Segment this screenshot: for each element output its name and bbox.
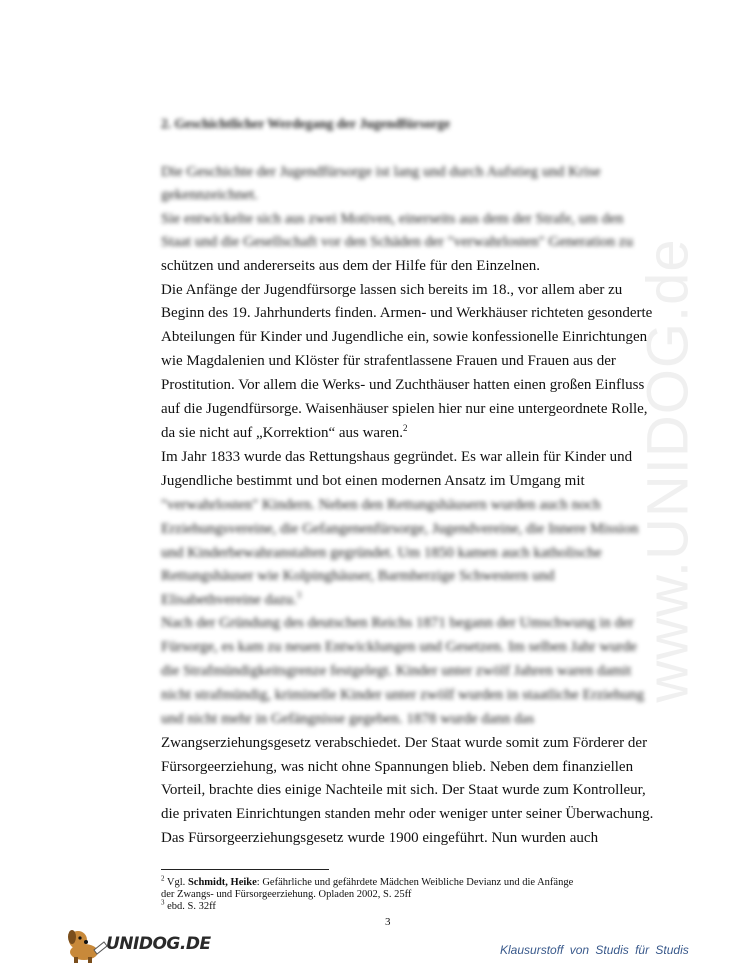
section-heading: 2. Geschichtlicher Werdegang der Jugendfürsorge xyxy=(161,116,451,131)
blurred-line: Sie entwickelte sich aus zwei Motiven, einerseits aus dem der Strafe, um den xyxy=(161,211,624,227)
blurred-line: Erziehungsvereine, die Gefangenenfürsorge, Jugendvereine, die Innere Mission xyxy=(161,521,639,537)
logo-text: UNIDOG.DE xyxy=(106,934,211,954)
blurred-line: und nicht mehr in Gefängnisse gegeben. 1878 wurde dann das xyxy=(161,711,535,727)
blurred-line xyxy=(161,591,301,609)
korrektion-text: da sie nicht auf „Korrektion“ aus waren. xyxy=(161,425,403,441)
blurred-line: Staat und die Gesellschaft vor den Schäden der "verwahrlosten" Generation zu xyxy=(161,234,634,250)
footnote-author: Schmidt, Heike xyxy=(187,877,257,888)
text-line: Zwangserziehungsgesetz verabschiedet. Der Staat wurde somit zum Förderer der xyxy=(161,735,648,751)
unidog-logo[interactable] xyxy=(66,922,211,964)
footnote-number: 2 xyxy=(161,874,165,883)
blurred-line: gekennzeichnet. xyxy=(161,187,259,203)
footnote-number: 3 xyxy=(161,898,165,907)
text-line: Beginn des 19. Jahrhunderts finden. Armen- und Werkhäuser richteten gesonderte xyxy=(161,305,653,321)
text-line: Vorteil, brachte dies einige Nachteile mit sich. Der Staat wurde zum Kontrolleur, xyxy=(161,782,646,798)
footnote-text: : Gefährliche und gefährdete Mädchen Weibliche Devianz und die Anfänge xyxy=(256,877,574,888)
text-line: auf die Jugendfürsorge. Waisenhäuser spielen hier nur eine untergeordnete Rolle, xyxy=(161,401,648,417)
blurred-line: Nach der Gründung des deutschen Reichs 1871 begann der Umschwung in der xyxy=(161,615,634,631)
blurred-line: Fürsorge, es kam zu neuen Entwicklungen und Gesetzen. Im selben Jahr wurde xyxy=(161,639,637,655)
text-line: die privaten Einrichtungen standen mehr oder weniger unter seiner Überwachung. xyxy=(161,806,654,822)
footnote-2 xyxy=(161,874,574,889)
text-line: Abteilungen für Kinder und Jugendliche ein, sowie konfessionelle Einrichtungen xyxy=(161,329,648,345)
blurred-line: nicht strafmündig, kriminelle Kinder unter zwölf wurden in staatliche Erziehung xyxy=(161,687,645,703)
watermark-text: www.UNIDOG.de xyxy=(635,237,701,703)
dog-icon xyxy=(66,922,110,964)
text-line: Fürsorgeerziehung, was nicht ohne Spannungen blieb. Neben dem finanziellen xyxy=(161,759,634,775)
text-line: Im Jahr 1833 wurde das Rettungshaus gegründet. Es war allein für Kinder und xyxy=(161,449,633,465)
text-line: Das Fürsorgeerziehungsgesetz wurde 1900 eingeführt. Nun wurden auch xyxy=(161,830,599,846)
text-line xyxy=(161,424,408,442)
blurred-line: Rettungshäuser wie Kolpinghäuser, Barmherzige Schwestern und xyxy=(161,568,555,584)
blurred-text: Elisabethvereine dazu. xyxy=(161,592,297,608)
footnote-ref[interactable]: 3 xyxy=(296,590,302,600)
text-line: Prostitution. Vor allem die Werks- und Zuchthäuser hatten einen großen Einfluss xyxy=(161,377,645,393)
blurred-line: Die Geschichte der Jugendfürsorge ist lang und durch Aufstieg und Krise xyxy=(161,164,601,180)
blurred-line: und Kinderbewahranstalten gegründet. Um 1850 kamen auch katholische xyxy=(161,545,602,561)
footnote-text: ebd. S. 32ff xyxy=(164,901,216,912)
page-number: 3 xyxy=(385,916,391,928)
text-line: wie Magdalenien und Klöster für strafentlassene Frauen und Frauen aus der xyxy=(161,353,616,369)
blurred-line: die Strafmündigkeitsgrenze festgelegt. Kinder unter zwölf Jahren waren damit xyxy=(161,663,632,679)
tagline: Klausurstoff von Studis für Studis xyxy=(500,943,689,957)
text-line: Jugendliche bestimmt und bot einen modernen Ansatz im Umgang mit xyxy=(161,473,585,489)
footnote-divider xyxy=(161,869,329,870)
footnote-ref[interactable]: 2 xyxy=(403,423,408,433)
footnote-2-cont: der Zwangs- und Fürsorgeerziehung. Opladen 2002, S. 25ff xyxy=(161,889,412,900)
footnote-3 xyxy=(161,898,216,913)
blurred-line: "verwahrlosten" Kindern. Neben den Rettungshäusern wurden auch noch xyxy=(161,497,601,513)
footnote-prefix: Vgl. xyxy=(164,877,188,888)
text-line: schützen und andererseits aus dem der Hilfe für den Einzelnen. xyxy=(161,258,541,274)
text-line: Die Anfänge der Jugendfürsorge lassen sich bereits im 18., vor allem aber zu xyxy=(161,282,623,298)
